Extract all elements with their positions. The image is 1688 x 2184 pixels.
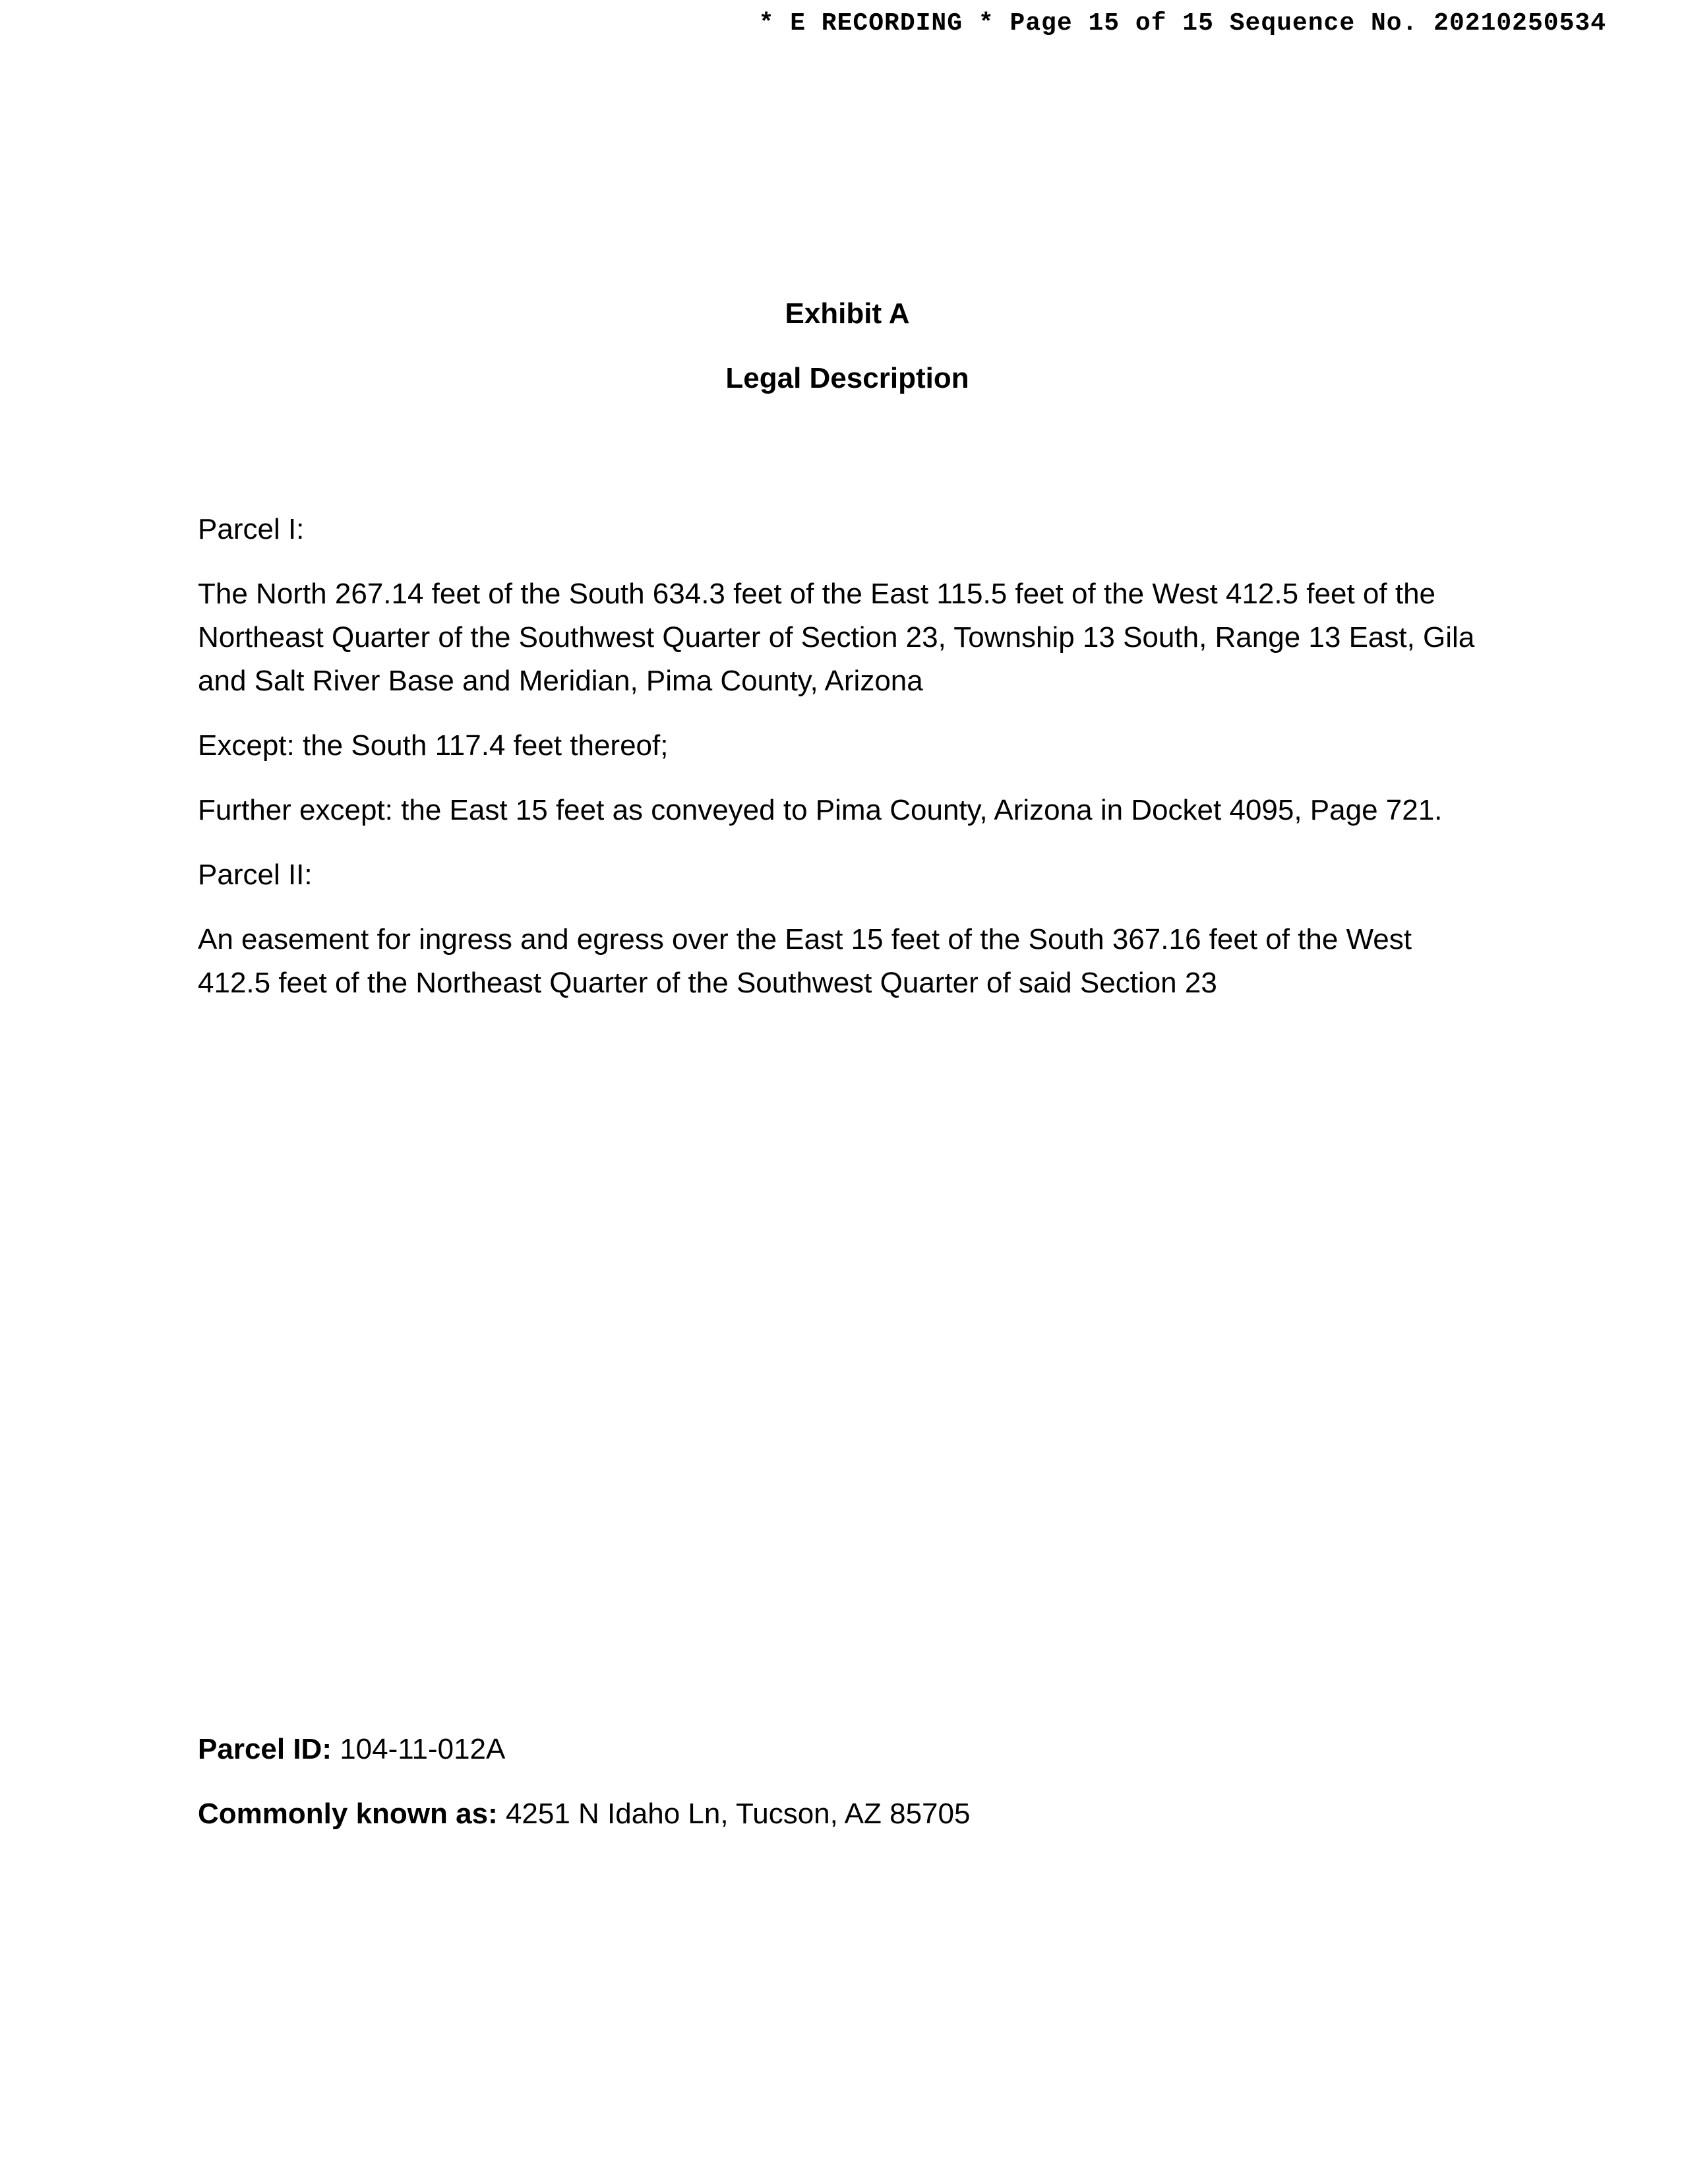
parcel-id-line <box>198 1728 1490 1771</box>
exhibit-title: Exhibit A <box>785 297 910 330</box>
recording-header: * E RECORDING * Page 15 of 15 Sequence No. 20210250534 <box>758 9 1606 38</box>
parcel-footer <box>198 1728 1490 1857</box>
legal-description-body <box>198 508 1490 1026</box>
parcel-1-description: The North 267.14 feet of the South 634.3 feet of the East 115.5 feet of the West 412.5 feet of the Northeast Quarter of the Southwest Quarter of Section 23, Township 13 South, Range 13 East, Gila and Salt River Base and Meridian, Pima County, Arizona <box>198 578 1475 697</box>
exception-1: Except: the South 117.4 feet thereof; <box>198 729 669 762</box>
parcel-id-value: 104-11-012A <box>331 1733 506 1765</box>
legal-description-title: Legal Description <box>725 362 969 394</box>
exception-2: Further except: the East 15 feet as conveyed to Pima County, Arizona in Docket 4095, Page 721. <box>198 794 1443 826</box>
parcel-2-heading: Parcel II: <box>198 859 313 891</box>
title-block <box>0 295 1688 425</box>
parcel-2-description: An easement for ingress and egress over the East 15 feet of the South 367.16 feet of the West 412.5 feet of the Northeast Quarter of the Southwest Quarter of said Section 23 <box>198 923 1412 999</box>
parcel-id-label: Parcel ID: <box>198 1733 332 1765</box>
commonly-known-value: 4251 N Idaho Ln, Tucson, AZ 85705 <box>497 1798 971 1830</box>
commonly-known-label: Commonly known as: <box>198 1798 498 1830</box>
parcel-1-heading: Parcel I: <box>198 513 305 545</box>
commonly-known-line <box>198 1792 1490 1836</box>
